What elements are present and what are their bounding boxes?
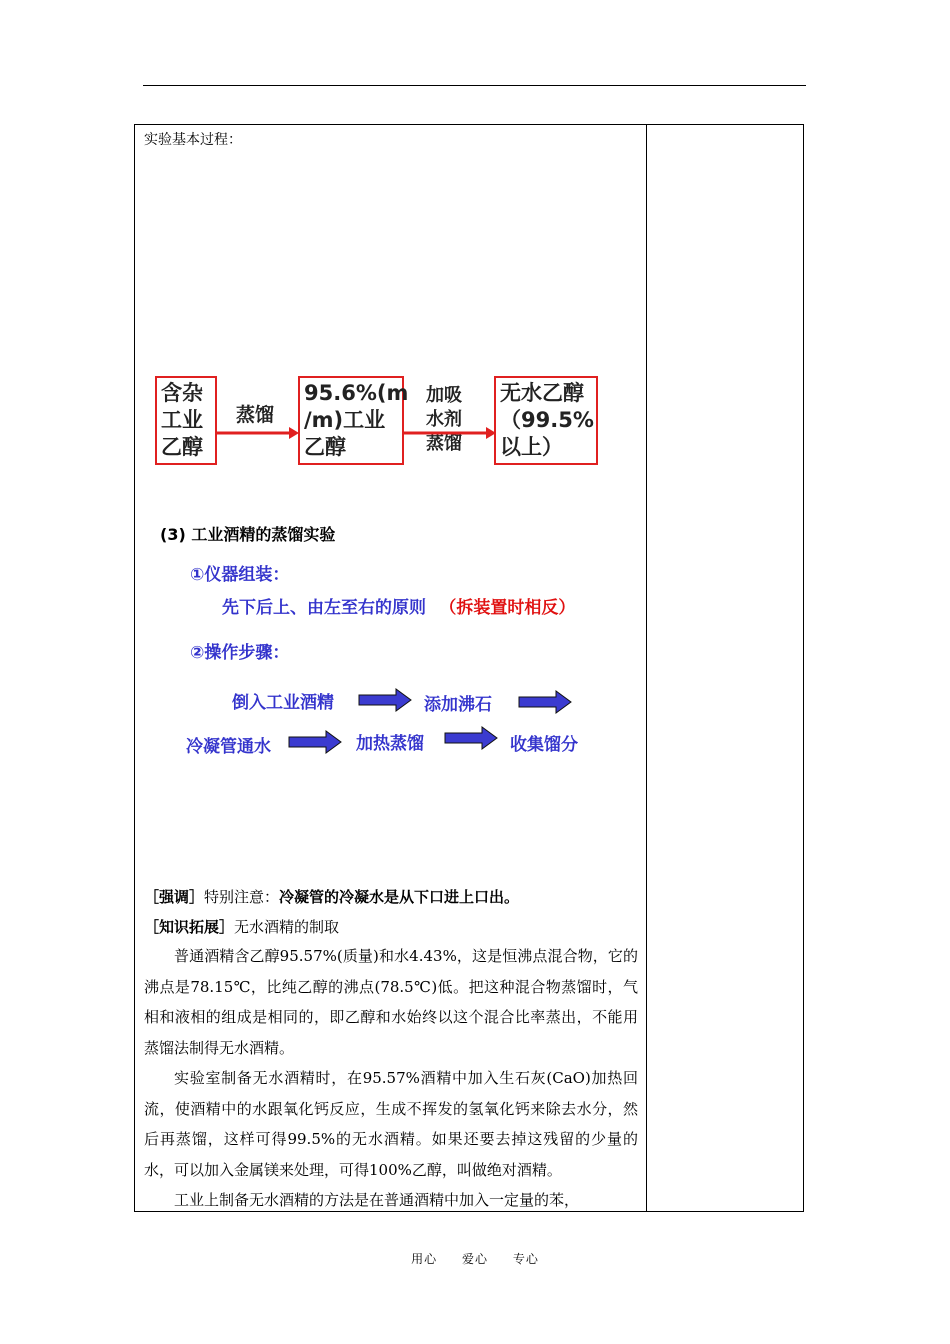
assembly-note: （拆装置时相反） <box>439 598 576 618</box>
procedure-step-3: 冷凝管通水 <box>186 737 271 757</box>
flow-arrow-1 <box>217 425 299 441</box>
flow-step-dehydrate: 加吸 水剂 蒸馏 <box>426 385 462 454</box>
procedure-step-1: 倒入工业酒精 <box>232 693 334 713</box>
procedure-step-5: 收集馏分 <box>510 735 578 755</box>
extension-paragraph-3: 工业上制备无水酒精的方法是在普通酒精中加入一定量的苯， <box>174 1191 580 1209</box>
footer-word-1: 用心 <box>411 1252 438 1266</box>
emphasis-text: 冷凝管的冷凝水是从下口进上口出。 <box>279 888 520 906</box>
procedure-step-4: 加热蒸馏 <box>356 734 424 754</box>
extension-paragraph-2: 实验室制备无水酒精时，在95.57%酒精中加入生石灰(CaO)加热回流，使酒精中的水跟氧化钙反应，生成不挥发的氢氧化钙来除去水分，然后再蒸馏，这样可得99.5%的无水酒精。如果还要去掉这残留的少量的水，可以加入金属镁来处理，可得100%乙醇，叫做绝对酒精。 <box>144 1069 638 1179</box>
procedure-arrow-4 <box>444 726 498 750</box>
assembly-label: ①仪器组装： <box>190 565 290 585</box>
column-divider <box>646 125 647 1211</box>
procedure-arrow-3 <box>288 730 342 754</box>
procedure-label: ②操作步骤： <box>190 643 290 663</box>
footer-word-3: 专心 <box>512 1252 539 1266</box>
flow-box-anhydrous-ethanol: 无水乙醇 （99.5% 以上） <box>494 376 598 465</box>
assembly-principle: 先下后上、由左至右的原则 <box>222 598 426 618</box>
assembly-line <box>222 593 575 618</box>
extension-tag: ［知识拓展］ <box>144 918 235 936</box>
header-rule <box>143 85 806 86</box>
emphasis-tag: ［强调］ <box>144 888 205 906</box>
flow-arrow-2 <box>404 425 496 441</box>
procedure-arrow-1 <box>358 688 412 712</box>
extension-title: 无水酒精的制取 <box>234 918 340 936</box>
procedure-arrow-2 <box>518 690 572 714</box>
page-footer <box>0 1250 950 1267</box>
footer-word-2: 爱心 <box>461 1252 488 1266</box>
flow-box-impure-ethanol: 含杂 工业 乙醇 <box>155 376 217 465</box>
section-heading: 实验基本过程： <box>144 132 242 148</box>
emphasis-lead: 特别注意： <box>204 888 280 906</box>
emphasis-line <box>144 886 519 907</box>
procedure-step-2: 添加沸石 <box>424 695 492 715</box>
flow-box-industrial-ethanol: 95.6%(m /m)工业 乙醇 <box>298 376 404 465</box>
experiment-title: (3) 工业酒精的蒸馏实验 <box>160 525 336 544</box>
extension-line <box>144 916 339 937</box>
extension-paragraph-1: 普通酒精含乙醇95.57%(质量)和水4.43%，这是恒沸点混合物，它的沸点是78.15℃，比纯乙醇的沸点(78.5℃)低。把这种混合物蒸馏时，气相和液相的组成是相同的，即乙醇和水始终以这个混合比率蒸出，不能用蒸馏法制得无水酒精。 <box>144 947 638 1057</box>
flow-step-distill: 蒸馏 <box>236 404 275 426</box>
